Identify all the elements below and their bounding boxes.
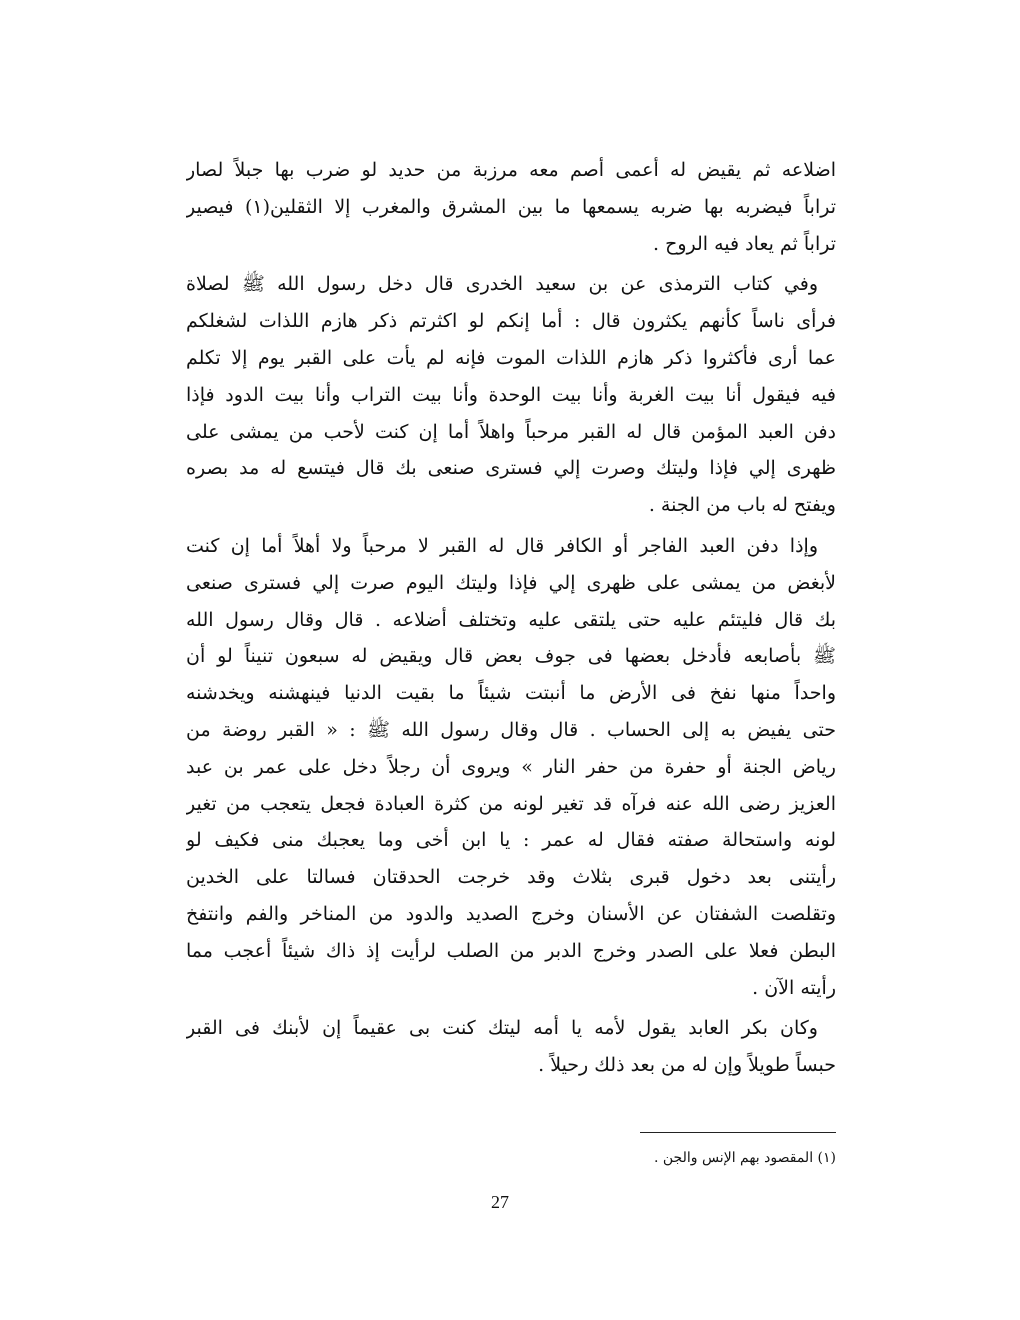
text-line: حبساً طويلاً وإن له من بعد ذلك رحيلاً . [538, 1054, 836, 1077]
text-line: البطن فعلا على الصدر وخرج الدبر من الصلب لرأيت إذ ذاك شيئاً أعجب مما [186, 939, 836, 962]
body-text [186, 152, 836, 1084]
text-line: حتى يفيض به إلى الحساب . قال وقال رسول الله ﷺ : « القبر روضة من [186, 718, 836, 741]
text-line: ويفتح له باب من الجنة . [648, 494, 836, 517]
page-number: 27 [491, 1192, 509, 1212]
text-line: لأبغض من يمشى على ظهرى إلي فإذا وليتك اليوم صرت إلي فسترى صنعى [186, 571, 836, 594]
text-line: وفي كتاب الترمذى عن بن سعيد الخدرى قال دخل رسول الله ﷺ لصلاة [186, 273, 818, 296]
text-line: فيه فيقول أنا بيت الغربة وأنا بيت الوحدة وأنا بيت التراب وأنا بيت الدود فإذا [186, 383, 836, 406]
text-line: تراباً ثم يعاد فيه الروح . [653, 232, 836, 255]
text-line: تراباً فيضربه بها ضربه يسمعها ما بين المشرق والمغرب إلا الثقلين(١) فيصير [186, 195, 836, 218]
text-line: ﷺ بأصابعه فأدخل بعضها فى جوف بعض قال ويقيض له سبعون تنيناً لو أن [186, 645, 836, 668]
footnote: (١) المقصود بهم الإنس والجن . [654, 1150, 836, 1166]
text-line: عما أرى فأكثروا ذكر هازم اللذات الموت فإنه لم يأت على القبر يوم إلا تكلم [186, 346, 836, 369]
text-line: وكان بكر العابد يقول لأمه يا أمه ليتك كنت بى عقيماً إن لأبنك فى القبر [186, 1017, 818, 1040]
text-line: اضلاعه ثم يقيض له أعمى أصم معه مرزبة من حديد لو ضرب بها جبلاً لصار [186, 159, 836, 181]
text-line: وتقلصت الشفتان عن الأسنان وخرج الصديد والدود من المناخر والفم وانتفخ [186, 902, 836, 925]
text-line: رأيتنى بعد دخول قبرى بثلاث وقد خرجت الحدقتان فسالتا على الخدين [186, 866, 836, 889]
text-line: العزيز رضى الله عنه فرآه قد تغير لونه من كثرة العبادة فجعل يتعجب من تغير [186, 792, 836, 815]
text-line: رياض الجنة أو حفرة من حفر النار » ويروى أن رجلاً دخل على عمر بن عبد [186, 755, 836, 778]
text-line: لونه واستحالة صفته فقال له عمر : يا ابن أخى وما يعجبك منى فكيف لو [186, 829, 836, 852]
text-line: ظهرى إلي فإذا وليتك وصرت إلي فسترى صنعى بك قال فيتسع له مد بصره [186, 457, 836, 480]
text-line: وإذا دفن العبد الفاجر أو الكافر قال له القبر لا مرحباً ولا أهلاً أما إن كنت [186, 534, 818, 557]
text-line: بك قال فليتئم عليه حتى يلتقى عليه وتختلف أضلاعه . قال وقال رسول الله [186, 608, 836, 631]
text-line: دفن العبد المؤمن قال له القبر مرحباً واهلاً أما إن كنت لأحب من يمشى على [186, 420, 836, 443]
footnote-divider [640, 1132, 836, 1133]
text-line: فرأى ناساً كأنهم يكثرون قال : أما إنكم لو اكثرتم ذكر هازم اللذات لشغلكم [186, 310, 836, 333]
text-line: واحداً منها نفخ فى الأرض ما أنبتت شيئاً ما بقيت الدنيا فينهشنه ويخدشنه [186, 682, 836, 705]
text-line: رأيته الآن . [752, 976, 836, 999]
